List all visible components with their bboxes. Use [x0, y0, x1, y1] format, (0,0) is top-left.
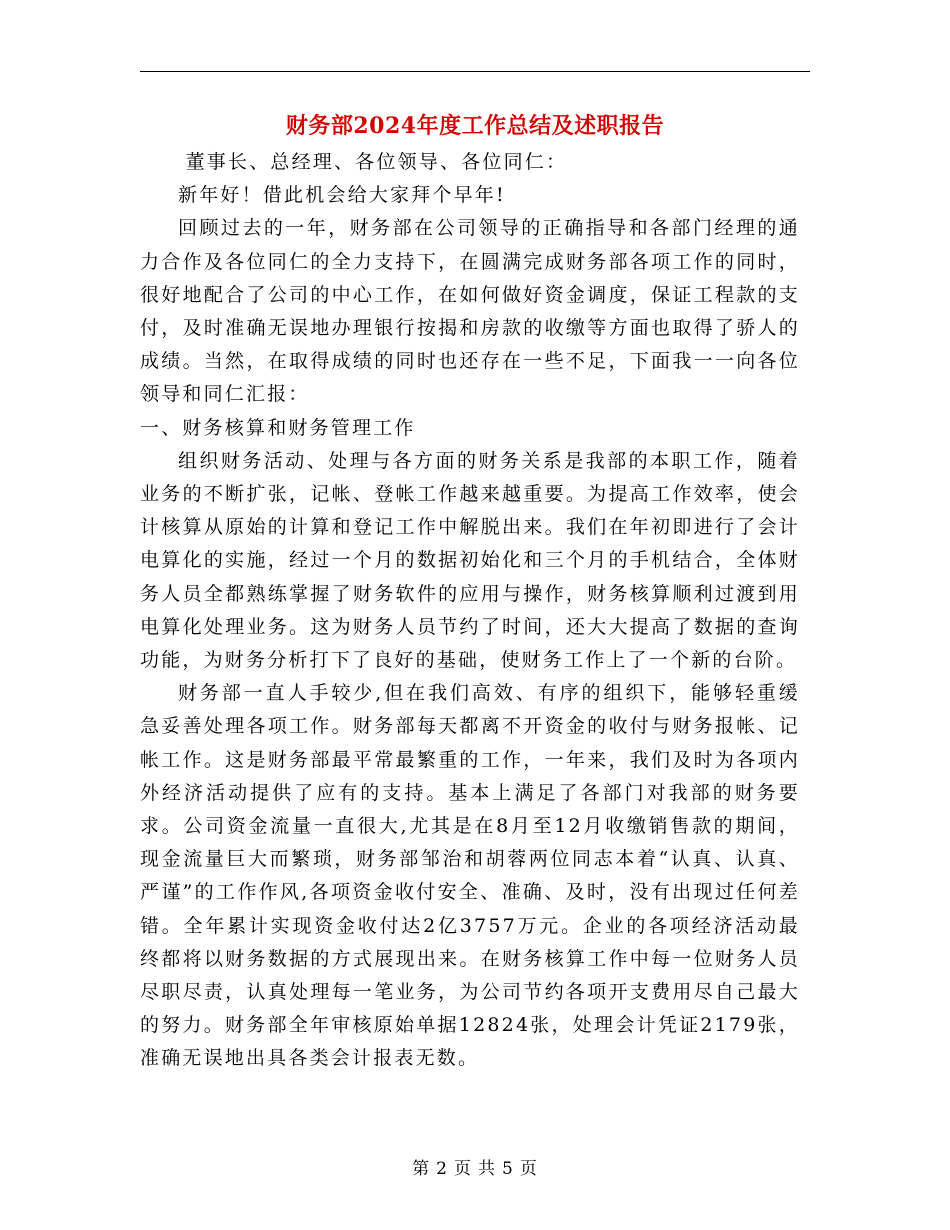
footer-label-ye: 页 [454, 1159, 472, 1179]
salutation: 董事长、总经理、各位领导、各位同仁： [185, 151, 568, 173]
header-rule [140, 71, 810, 72]
greeting: 新年好！借此机会给大家拜个早年! [178, 184, 506, 207]
paragraph-intro: 回顾过去的一年，财务部在公司领导的正确指导和各部门经理的通力合作及各位同仁的全力支持下，在圆满完成财务部各项工作的同时，很好地配合了公司的中心工作，在如何做好资金调度，保证工程款的支付，及时准确无误地办理银行按揭和房款的收缴等方面也取得了骄人的成绩。当然，在取得成绩的同时也还存在一些不足，下面我一一向各位领导和同仁汇报： [140, 217, 800, 406]
current-page-number: 2 [436, 1159, 448, 1179]
footer-label-gong: 共 [478, 1159, 496, 1179]
paragraph-accounting: 组织财务活动、处理与各方面的财务关系是我部的本职工作，随着业务的不断扩张，记帐、登帐工作越来越重要。为提高工作效率，使会计核算从原始的计算和登记工作中解脱出来。我们在年初即进行了会计电算化的实施，经过一个月的数据初始化和三个月的手机结合，全体财务人员全都熟练掌握了财务软件的应用与操作，财务核算顺利过渡到用电算化处理业务。这为财务人员节约了时间，还大大提高了数据的查询功能，为财务分析打下了良好的基础，使财务工作上了一个新的台阶。 [140, 449, 800, 672]
document-body [140, 146, 800, 1076]
footer-label-ye2: 页 [519, 1159, 538, 1179]
page-footer [0, 1154, 950, 1179]
section-heading: 一、财务核算和财务管理工作 [140, 416, 416, 439]
footer-label-di: 第 [412, 1159, 431, 1179]
document-title: 财务部2024年度工作总结及述职报告 [285, 113, 665, 139]
total-pages-number: 5 [502, 1159, 514, 1179]
paragraph-funds: 财务部一直人手较少,但在我们高效、有序的组织下，能够轻重缓急妥善处理各项工作。财务部每天都离不开资金的收付与财务报帐、记帐工作。这是财务部最平常最繁重的工作，一年来，我们及时为各项内外经济活动提供了应有的支持。基本上满足了各部门对我部的财务要求。公司资金流量一直很大,尤其是在8月至12月收缴销售款的期间，现金流量巨大而繁琐，财务部邹治和胡蓉两位同志本着“认真、认真、严谨”的工作作风,各项资金收付安全、准确、及时，没有出现过任何差错。全年累计实现资金收付达2亿3757万元。企业的各项经济活动最终都将以财务数据的方式展现出来。在财务核算工作中每一位财务人员尽职尽责，认真处理每一笔业务，为公司节约各项开支费用尽自己最大的努力。财务部全年审核原始单据12824张，处理会计凭证2179张，准确无误地出具各类会计报表无数。 [140, 682, 800, 1070]
